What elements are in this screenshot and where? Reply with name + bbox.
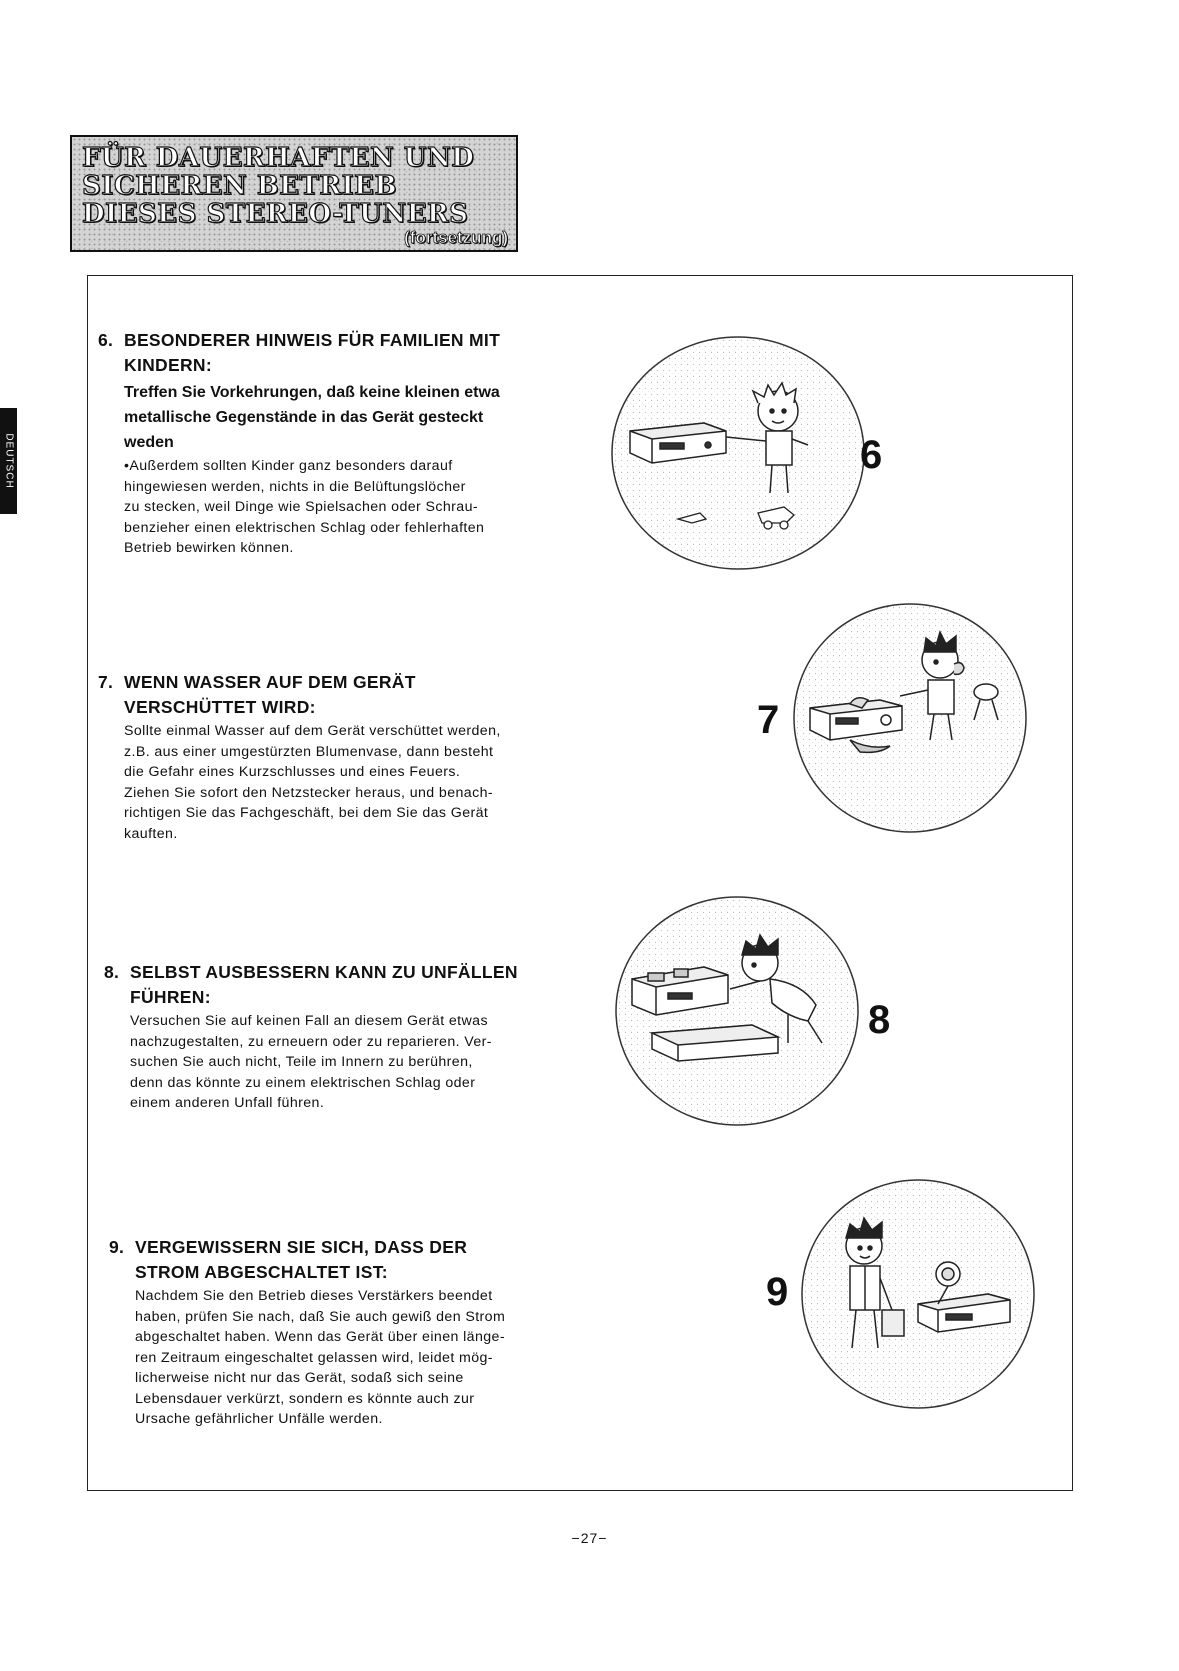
- section-7-heading-line-2: VERSCHÜTTET WIRD:: [124, 697, 316, 717]
- section-8: [104, 960, 559, 1114]
- self-repair-illustration: [612, 893, 862, 1129]
- title-line-2: SICHEREN BETRIEB: [82, 171, 397, 201]
- section-9-heading-line-2: STROM ABGESCHALTET IST:: [135, 1262, 388, 1282]
- body-line: kauften.: [124, 825, 178, 842]
- section-9-heading-line-1: VERGEWISSERN SIE SICH, DASS DER: [135, 1237, 468, 1257]
- illustration-9: [798, 1176, 1038, 1412]
- body-line: Betrieb bewirken können.: [124, 540, 294, 556]
- body-line: Lebensdauer verkürzt, sondern es könnte auch zur: [135, 1390, 475, 1407]
- body-line: Ursache gefährlicher Unfälle werden.: [135, 1411, 383, 1427]
- section-8-body: [104, 1011, 559, 1114]
- section-6-body: [98, 456, 553, 559]
- body-line: z.B. aus einer umgestürzten Blumenvase, dann besteht: [124, 743, 494, 760]
- illustration-8: [612, 893, 862, 1129]
- illustration-6: [608, 333, 868, 573]
- section-6-heading: [98, 328, 553, 378]
- body-line: abgeschaltet haben. Wenn das Gerät über einen länge-: [135, 1329, 505, 1345]
- section-7-number: 7.: [98, 672, 114, 692]
- body-line: •Außerdem sollten Kinder ganz besonders darauf: [124, 458, 453, 474]
- body-line: suchen Sie auch nicht, Teile im Innern zu berühren,: [130, 1054, 473, 1070]
- section-9-number: 9.: [109, 1237, 125, 1257]
- section-8-heading-line-2: FÜHREN:: [130, 987, 211, 1007]
- figure-number-7: 7: [757, 698, 780, 742]
- title-banner: [70, 135, 518, 252]
- section-6-lead: [98, 380, 553, 455]
- section-8-number: 8.: [104, 962, 120, 982]
- body-line: einem anderen Unfall führen.: [130, 1095, 325, 1111]
- body-line: richtigen Sie das Fachgeschäft, bei dem Sie das Gerät: [124, 805, 489, 821]
- section-8-heading-line-1: SELBST AUSBESSERN KANN ZU UNFÄLLEN: [130, 962, 518, 982]
- body-line: haben, prüfen Sie nach, daß Sie auch gewiß den Strom: [135, 1308, 506, 1325]
- section-8-heading: [104, 960, 559, 1010]
- title-line-3: DIESES STEREO-TUNERS: [82, 199, 469, 229]
- body-line: Sollte einmal Wasser auf dem Gerät verschüttet werden,: [124, 723, 501, 739]
- body-line: Versuchen Sie auf keinen Fall an diesem Gerät etwas: [130, 1013, 488, 1029]
- body-line: ren Zeitraum eingeschaltet gelassen wird, leidet mög-: [135, 1349, 493, 1366]
- illustration-7: [790, 600, 1030, 836]
- body-line: denn das könnte zu einem elektrischen Schlag oder: [130, 1074, 476, 1091]
- child-toy-illustration: [608, 333, 868, 573]
- figure-number-8: 8: [868, 998, 891, 1042]
- section-7-heading-line-1: WENN WASSER AUF DEM GERÄT: [124, 672, 416, 692]
- body-line: nachzugestalten, zu erneuern oder zu reparieren. Ver-: [130, 1033, 492, 1050]
- body-line: licherweise nicht nur das Gerät, sodaß sich seine: [135, 1370, 464, 1386]
- figure-number-9: 9: [766, 1270, 789, 1314]
- body-line: Ziehen Sie sofort den Netzstecker heraus, und benach-: [124, 784, 493, 801]
- body-line: zu stecken, weil Dinge wie Spielsachen oder Schrau-: [124, 499, 478, 515]
- figure-number-6: 6: [860, 433, 883, 477]
- section-6-number: 6.: [98, 330, 114, 350]
- section-6-lead-line: Treffen Sie Vorkehrungen, daß keine kleinen etwa: [124, 384, 500, 401]
- page-number: −27−: [571, 1530, 608, 1546]
- language-side-tab: [0, 408, 17, 514]
- section-7-body: [98, 721, 553, 844]
- title-line-1: FÜR DAUERHAFTEN UND: [82, 143, 475, 173]
- section-6: [98, 328, 553, 559]
- section-6-lead-line: metallische Gegenstände in das Gerät gesteckt: [124, 409, 484, 426]
- section-9-body: [109, 1286, 564, 1430]
- section-9: [109, 1235, 564, 1430]
- section-7-heading: [98, 670, 553, 720]
- section-7: [98, 670, 553, 844]
- body-line: Nachdem Sie den Betrieb dieses Verstärkers beendet: [135, 1288, 493, 1304]
- body-line: die Gefahr eines Kurzschlusses und eines Feuers.: [124, 764, 461, 780]
- language-side-tab-label: DEUTSCH: [3, 433, 14, 489]
- section-6-heading-line-2: KINDERN:: [124, 355, 212, 375]
- section-6-lead-line: weden: [124, 434, 174, 451]
- power-off-illustration: [798, 1176, 1038, 1412]
- spilled-water-illustration: [790, 600, 1030, 836]
- title-subtitle: (fortsetzung): [404, 228, 508, 247]
- section-6-heading-line-1: BESONDERER HINWEIS FÜR FAMILIEN MIT: [124, 330, 501, 350]
- section-9-heading: [109, 1235, 564, 1285]
- body-line: hingewiesen werden, nichts in die Belüftungslöcher: [124, 478, 466, 495]
- body-line: benzieher einen elektrischen Schlag oder fehlerhaften: [124, 519, 485, 536]
